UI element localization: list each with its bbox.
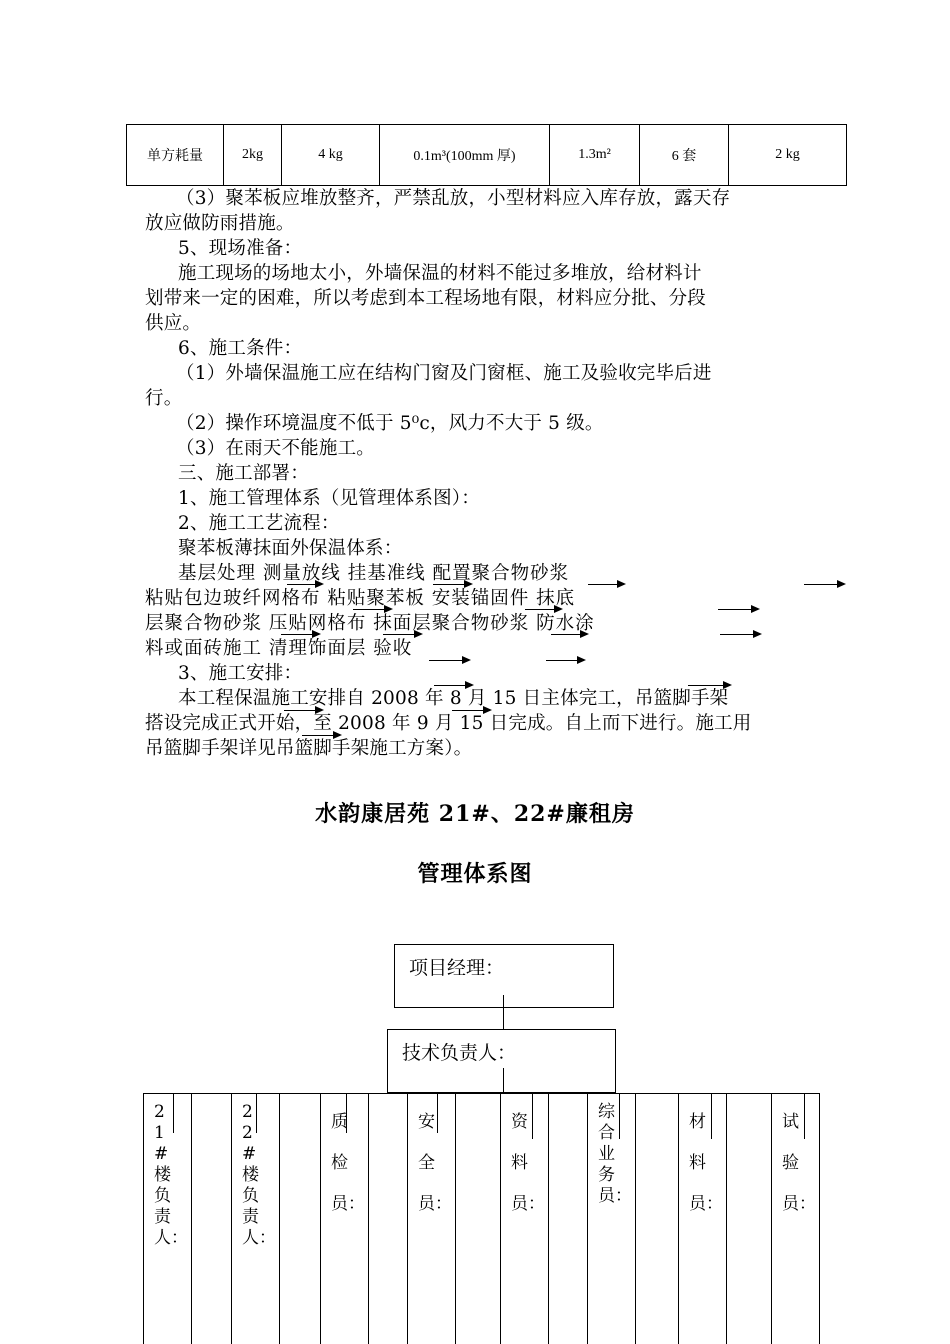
text-line: 划带来一定的困难，所以考虑到本工程场地有限，材料应分批、分段	[145, 288, 707, 309]
role-box	[320, 1093, 369, 1344]
flow-arrow-icon	[353, 609, 391, 610]
flow-arrow-icon	[551, 634, 587, 635]
flow-line: 层聚合物砂浆 压贴网格布 抹面层聚合物砂浆 防水涂	[145, 613, 595, 634]
flow-line: 基层处理 测量放线 挂基准线 配置聚合物砂浆	[178, 563, 570, 584]
flow-arrow-icon	[429, 660, 469, 661]
connector-line	[619, 1093, 620, 1139]
connector-line	[711, 1093, 712, 1139]
tech-box	[387, 1029, 616, 1093]
flow-arrow-icon	[546, 660, 584, 661]
text-line: 供应。	[145, 313, 202, 334]
manager-box	[394, 944, 614, 1008]
text-line: （2）操作环境温度不低于 5⁰c，风力不大于 5 级。	[176, 413, 604, 434]
flow-arrow-icon	[452, 710, 490, 711]
text-line: 3、施工安排：	[178, 663, 303, 684]
flow-line: 料或面砖施工 清理饰面层 验收	[145, 638, 413, 659]
material-consumption-table	[126, 124, 847, 186]
text-line: 1、施工管理体系（见管理体系图）：	[178, 488, 480, 509]
role-label: 材料员：	[689, 1112, 723, 1214]
connector-line	[256, 1093, 257, 1133]
role-label: 22#楼负责人：	[242, 1102, 276, 1248]
role-box	[771, 1093, 820, 1344]
flow-arrow-icon	[718, 609, 758, 610]
flow-line: 粘贴包边玻纤网格布 粘贴聚苯板 安装锚固件 抹底	[145, 588, 576, 609]
role-label: 安全员：	[418, 1112, 452, 1214]
role-label: 综合业务员：	[598, 1102, 632, 1206]
flow-arrow-icon	[434, 685, 472, 686]
text-line: 本工程保温施工安排自 2008 年 8 月 15 日主体完工，吊篮脚手架	[178, 688, 729, 709]
text-line: （3）聚苯板应堆放整齐，严禁乱放，小型材料应入库存放，露天存	[176, 188, 731, 209]
role-box	[587, 1093, 636, 1344]
table-row	[127, 125, 847, 186]
role-label: 质检员：	[331, 1112, 365, 1214]
connector-line	[532, 1093, 533, 1139]
text-line: （1）外墙保温施工应在结构门窗及门窗框、施工及验收完毕后进	[176, 363, 712, 384]
flow-arrow-icon	[281, 634, 319, 635]
role-label: 21#楼负责人：	[154, 1102, 188, 1248]
text-line: 放应做防雨措施。	[145, 213, 295, 234]
role-box	[678, 1093, 727, 1344]
flow-arrow-icon	[433, 584, 471, 585]
text-line: （3）在雨天不能施工。	[176, 438, 375, 459]
connector-line	[173, 1093, 174, 1133]
role-label: 试验员：	[782, 1112, 816, 1214]
text-line: 施工现场的场地太小，外墙保温的材料不能过多堆放，给材料计	[178, 263, 702, 284]
flow-arrow-icon	[588, 584, 624, 585]
flow-arrow-icon	[284, 710, 322, 711]
flow-arrow-icon	[383, 634, 421, 635]
chart-title: 水韵康居苑 21#、22#廉租房	[315, 801, 635, 827]
chart-subtitle: 管理体系图	[417, 861, 533, 887]
text-line: 行。	[145, 388, 183, 409]
table-cell: 4 kg	[282, 125, 380, 186]
flow-arrow-icon	[688, 685, 730, 686]
text-line: 2、施工工艺流程：	[178, 513, 340, 534]
tech-label: 技术负责人：	[402, 1042, 517, 1064]
role-label: 资料员：	[511, 1112, 545, 1214]
role-box	[407, 1093, 456, 1344]
text-line: 5、现场准备：	[178, 238, 303, 259]
table-cell: 单方耗量	[127, 125, 224, 186]
connector-line	[437, 1093, 438, 1133]
text-line: 搭设完成正式开始，至 2008 年 9 月 15 日完成。自上而下进行。施工用	[145, 713, 752, 734]
text-line: 6、施工条件：	[178, 338, 303, 359]
flow-arrow-icon	[287, 584, 322, 585]
connector-line	[804, 1093, 805, 1139]
table-cell: 2 kg	[729, 125, 847, 186]
role-box	[500, 1093, 549, 1344]
text-line: 聚苯板薄抹面外保温体系：	[178, 538, 403, 559]
table-cell: 0.1m³(100mm 厚)	[380, 125, 550, 186]
flow-arrow-icon	[525, 609, 561, 610]
flow-arrow-icon	[720, 634, 760, 635]
role-box	[143, 1093, 192, 1344]
table-cell: 6 套	[640, 125, 729, 186]
manager-label: 项目经理：	[409, 957, 505, 979]
table-cell: 2kg	[224, 125, 282, 186]
flow-arrow-icon	[804, 584, 844, 585]
text-line: 吊篮脚手架详见吊篮脚手架施工方案）。	[145, 738, 473, 759]
text-line: 三、施工部署：	[178, 463, 309, 484]
connector-line	[346, 1093, 347, 1133]
flow-arrow-icon	[302, 735, 340, 736]
table-cell: 1.3m²	[550, 125, 640, 186]
